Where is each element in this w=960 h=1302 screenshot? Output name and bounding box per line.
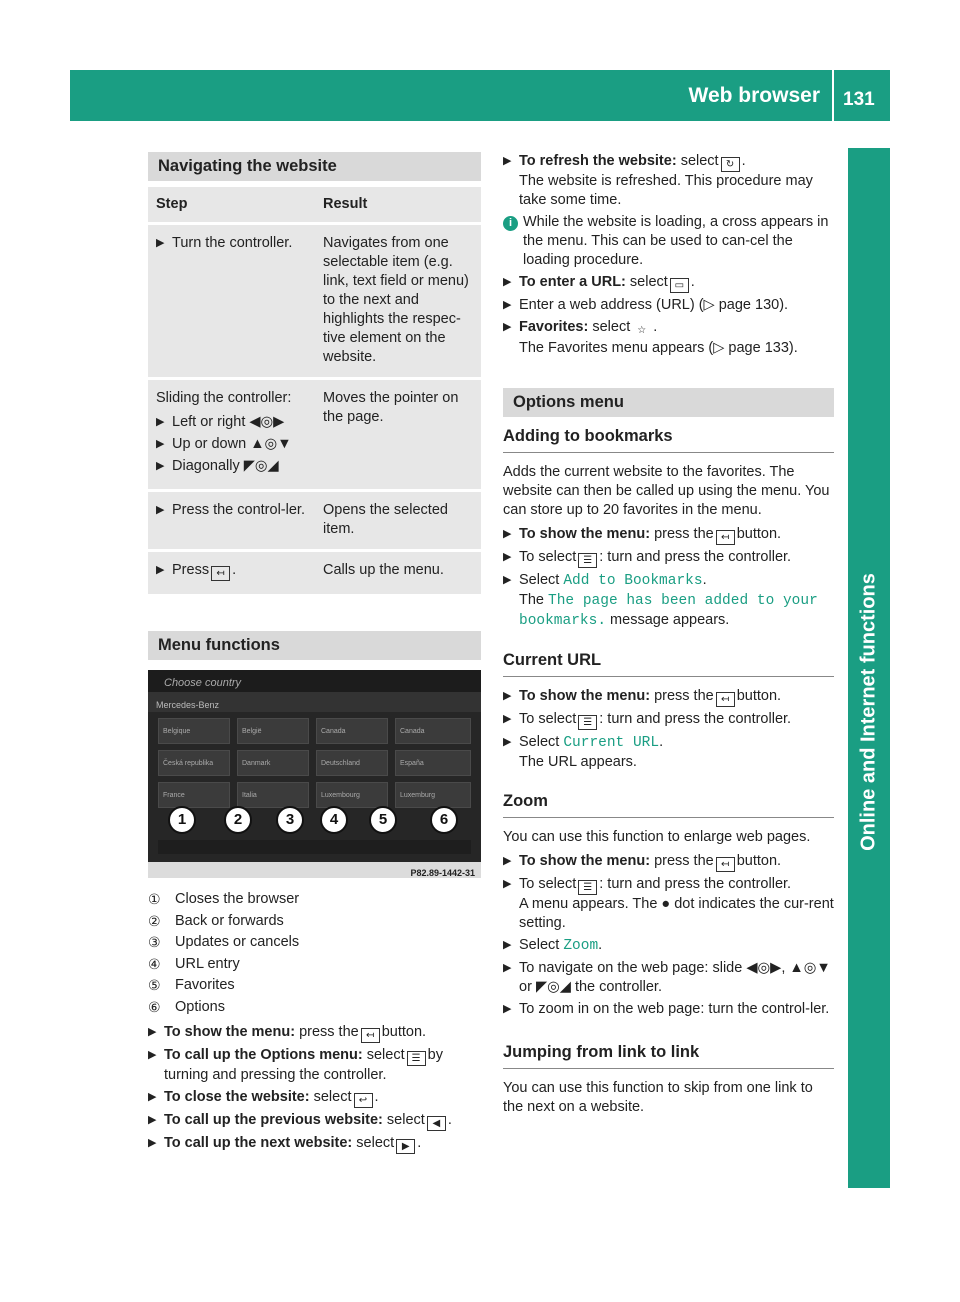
table-row bbox=[148, 552, 481, 594]
result-cell: Calls up the menu. bbox=[315, 552, 481, 594]
back-button-icon: ↤ bbox=[211, 566, 230, 581]
arrow-icon: ▶ bbox=[503, 299, 512, 311]
previous-icon: ◀ bbox=[427, 1116, 446, 1131]
legend-item: ⑤ Favorites bbox=[148, 977, 235, 993]
close-browser-icon: ↩ bbox=[354, 1093, 373, 1108]
header-divider bbox=[832, 70, 834, 121]
legend-item: ① Closes the browser bbox=[148, 891, 300, 907]
steps-table bbox=[148, 184, 481, 597]
favorites-star-icon: ☆ bbox=[637, 325, 647, 336]
arrow-icon: ▶ bbox=[156, 237, 165, 249]
arrow-icon: ▶ bbox=[156, 564, 165, 576]
result-cell: Moves the pointer on the page. bbox=[315, 380, 481, 489]
arrow-icon: ▶ bbox=[156, 460, 165, 472]
url-entry-icon: ▭ bbox=[670, 278, 689, 293]
arrow-icon: ▶ bbox=[503, 1003, 512, 1015]
result-cell: Opens the selected item. bbox=[315, 492, 481, 549]
arrow-icon: ▶ bbox=[503, 736, 512, 748]
arrow-icon: ▶ bbox=[503, 690, 512, 702]
legend bbox=[148, 890, 481, 1017]
legend-item: ⑥ Options bbox=[148, 998, 225, 1015]
slide-left-right-icon: ◀◎▶ bbox=[746, 960, 782, 976]
back-button-icon: ↤ bbox=[361, 1028, 380, 1043]
table-row bbox=[148, 380, 481, 489]
screen-cell: France bbox=[158, 782, 230, 808]
arrow-icon: ▶ bbox=[148, 1025, 157, 1038]
screen-cell: Luxembourg bbox=[316, 782, 388, 808]
table-row bbox=[148, 492, 481, 549]
step-cell: ▶ Press the control-ler. bbox=[148, 492, 315, 549]
legend-item: ④ URL entry bbox=[148, 955, 240, 972]
step-cell: ▶ Turn the controller. bbox=[148, 225, 315, 377]
section-options-menu: Options menu bbox=[503, 388, 834, 417]
arrow-icon: ▶ bbox=[148, 1136, 157, 1149]
screen-cell: Deutschland bbox=[316, 750, 388, 776]
screen-cell: Danmark bbox=[237, 750, 309, 776]
col-result: Result bbox=[315, 187, 481, 222]
screen-cell: België bbox=[237, 718, 309, 744]
right-column: ▶ To refresh the website: select ↻ . The website is refreshed. This procedure may take some time. i While the website is loading, a cross appears in the menu. This can be used to can-cel the loading procedure. ▶ To enter a URL: select ▭ . ▶ Enter a web address (URL) (▷ page 130). ▶ Favorites: select ☆ . The Favorites menu appears (▷ page 133). Options menu Adding to bookmarks Adds the current website to the favorites. The website can then be called up using the menu. You can store up to 20 favorites in the menu. ▶ To show the menu: press the ↤ button. ▶ To select ☰ : turn and press the controller. ▶ Select Add to Bookmarks. The The page has been added to your bookmarks. message appears. Current URL ▶ To show the menu: press the ↤ button. ▶ To select ☰ : turn and press the controller. ▶ Select Current URL. The URL appears. Zoom You can use this function to enlarge web pages. ▶ To show the menu: press the ↤ button. ▶ To select ☰ : turn and press the controller. A menu appears. The ● dot indicates the cur-rent setting. ▶ Select Zoom. ▶ To navigate on the web page: slide ◀◎▶, ▲◎▼ or ◤◎◢ the controller. ▶ To zoom in on the web page: turn the control-ler. Jumping from link to link You can use this function to skip from one link to the next on a website. bbox=[503, 153, 834, 1115]
section-navigating: Navigating the website bbox=[148, 152, 481, 181]
arrow-icon: ▶ bbox=[503, 551, 512, 563]
screen-cell: España bbox=[395, 750, 471, 776]
arrow-icon: ▶ bbox=[503, 962, 512, 974]
legend-item: ③ Updates or cancels bbox=[148, 934, 300, 950]
back-button-icon: ↤ bbox=[716, 692, 735, 707]
step-cell: ▶ Press ↤ . bbox=[148, 552, 315, 594]
arrow-icon: ▶ bbox=[148, 1048, 157, 1061]
arrow-icon: ▶ bbox=[156, 438, 165, 450]
options-icon: ☰ bbox=[407, 1051, 426, 1066]
table-header bbox=[148, 187, 481, 222]
screen-cell: Canada bbox=[395, 718, 471, 744]
info-note: i While the website is loading, a cross appears in the menu. This can be used to can-cel the loading procedure. bbox=[503, 213, 834, 270]
arrow-icon: ▶ bbox=[148, 1090, 157, 1103]
heading-bookmarks: Adding to bookmarks bbox=[503, 427, 834, 453]
screen-cell: Luxemburg bbox=[395, 782, 471, 808]
section-menu-functions: Menu functions bbox=[148, 631, 481, 660]
arrow-icon: ▶ bbox=[503, 155, 512, 167]
arrow-icon: ▶ bbox=[503, 574, 512, 586]
screen-menu-bar bbox=[158, 840, 471, 854]
menu-instructions: ▶ To show the menu: press the ↤ button. ▶ To call up the Options menu: select ☰ by turning and pressing the controller. ▶ To close the website: select ↩ . ▶ To call up the previous website: select ◀ . ▶ To call up the next website: select ▶ . bbox=[148, 1023, 452, 1152]
refresh-icon: ↻ bbox=[721, 157, 740, 172]
options-icon: ☰ bbox=[578, 715, 597, 730]
arrow-icon: ▶ bbox=[503, 878, 512, 890]
arrow-icon: ▶ bbox=[148, 1113, 157, 1126]
callout-1: 1 bbox=[168, 806, 196, 834]
callout-3: 3 bbox=[276, 806, 304, 834]
options-icon: ☰ bbox=[578, 553, 597, 568]
callout-6: 6 bbox=[430, 806, 458, 834]
chapter-label-text: Online and Internet functions bbox=[857, 573, 880, 851]
info-icon: i bbox=[503, 216, 518, 231]
legend-item: ② Back or forwards bbox=[148, 912, 284, 929]
result-cell: Navigates from one selectable item (e.g. link, text field or menu) to the next and highlights the respec-tive element on the website. bbox=[315, 225, 481, 377]
callout-5: 5 bbox=[369, 806, 397, 834]
slide-left-right-icon: ◀◎▶ bbox=[249, 414, 285, 430]
header-bar bbox=[70, 70, 890, 121]
screen-cell: Canada bbox=[316, 718, 388, 744]
callout-4: 4 bbox=[320, 806, 348, 834]
heading-zoom: Zoom bbox=[503, 792, 834, 818]
image-code: P82.89-1442-31 bbox=[148, 862, 481, 878]
back-button-icon: ↤ bbox=[716, 857, 735, 872]
chapter-label bbox=[848, 475, 890, 950]
slide-up-down-icon: ▲◎▼ bbox=[789, 960, 831, 976]
slide-diagonal-icon: ◤◎◢ bbox=[535, 979, 571, 995]
heading-jumping: Jumping from link to link bbox=[503, 1043, 834, 1069]
arrow-icon: ▶ bbox=[503, 528, 512, 540]
page-title: Web browser bbox=[688, 84, 820, 107]
screen-cell: Italia bbox=[237, 782, 309, 808]
options-icon: ☰ bbox=[578, 880, 597, 895]
arrow-icon: ▶ bbox=[503, 713, 512, 725]
next-icon: ▶ bbox=[396, 1139, 415, 1154]
arrow-icon: ▶ bbox=[156, 504, 165, 516]
arrow-icon: ▶ bbox=[503, 939, 512, 951]
callout-2: 2 bbox=[224, 806, 252, 834]
slide-up-down-icon: ▲◎▼ bbox=[250, 436, 292, 452]
arrow-icon: ▶ bbox=[503, 321, 512, 333]
back-button-icon: ↤ bbox=[716, 530, 735, 545]
slide-diagonal-icon: ◤◎◢ bbox=[243, 458, 279, 474]
heading-current-url: Current URL bbox=[503, 651, 834, 677]
arrow-icon: ▶ bbox=[156, 416, 165, 428]
arrow-icon: ▶ bbox=[503, 276, 512, 288]
screen-cell: Česká republika bbox=[158, 750, 230, 776]
col-step: Step bbox=[148, 187, 315, 222]
left-column bbox=[148, 152, 481, 1157]
arrow-icon: ▶ bbox=[503, 855, 512, 867]
browser-screenshot bbox=[148, 670, 481, 878]
screen-cell: Belgique bbox=[158, 718, 230, 744]
page-number: 131 bbox=[843, 89, 875, 110]
step-cell: Sliding the controller: ▶ Left or right ◀◎▶ ▶ Up or down ▲◎▼ ▶ Diagonally ◤◎◢ bbox=[148, 380, 315, 489]
screen-topbar: Choose country bbox=[148, 670, 481, 692]
screen-address-bar: Mercedes-Benz bbox=[148, 692, 481, 712]
table-row bbox=[148, 225, 481, 377]
